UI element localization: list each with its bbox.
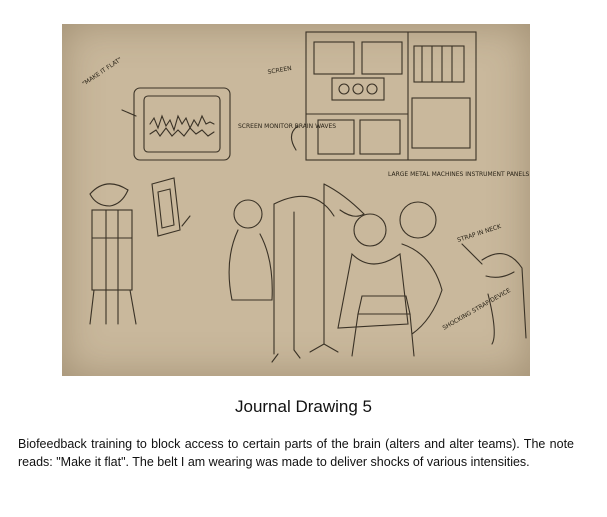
- instrument-panel-sketch: [291, 32, 476, 160]
- standing-figure-sketch: [90, 178, 180, 324]
- make-it-flat-note: "MAKE IT FLAT": [81, 56, 124, 88]
- figure-description: Biofeedback training to block access to certain parts of the brain (alters and alter teams). The note reads: "Make it flat". The belt I am wearing was made to deliver shocks of various intensities.: [18, 437, 574, 469]
- machines-label: LARGE METAL MACHINES INSTRUMENT PANELS: [388, 171, 530, 178]
- screen-label: SCREEN: [267, 64, 293, 76]
- patient-operator-sketch: [338, 202, 442, 356]
- shocking-device-label: SHOCKING STRAP DEVICE: [441, 287, 512, 332]
- pencil-sketch: [62, 24, 530, 376]
- strap-label: STRAP IN NECK: [456, 223, 502, 244]
- screen-monitor-label: SCREEN MONITOR BRAIN WAVES: [238, 123, 337, 130]
- journal-drawing-image: [62, 24, 530, 376]
- figure-caption: Journal Drawing 5: [234, 397, 372, 416]
- profile-figure-sketch: [229, 184, 364, 362]
- neck-strap-sketch: [462, 244, 526, 344]
- brain-wave-monitor-sketch: [122, 88, 230, 160]
